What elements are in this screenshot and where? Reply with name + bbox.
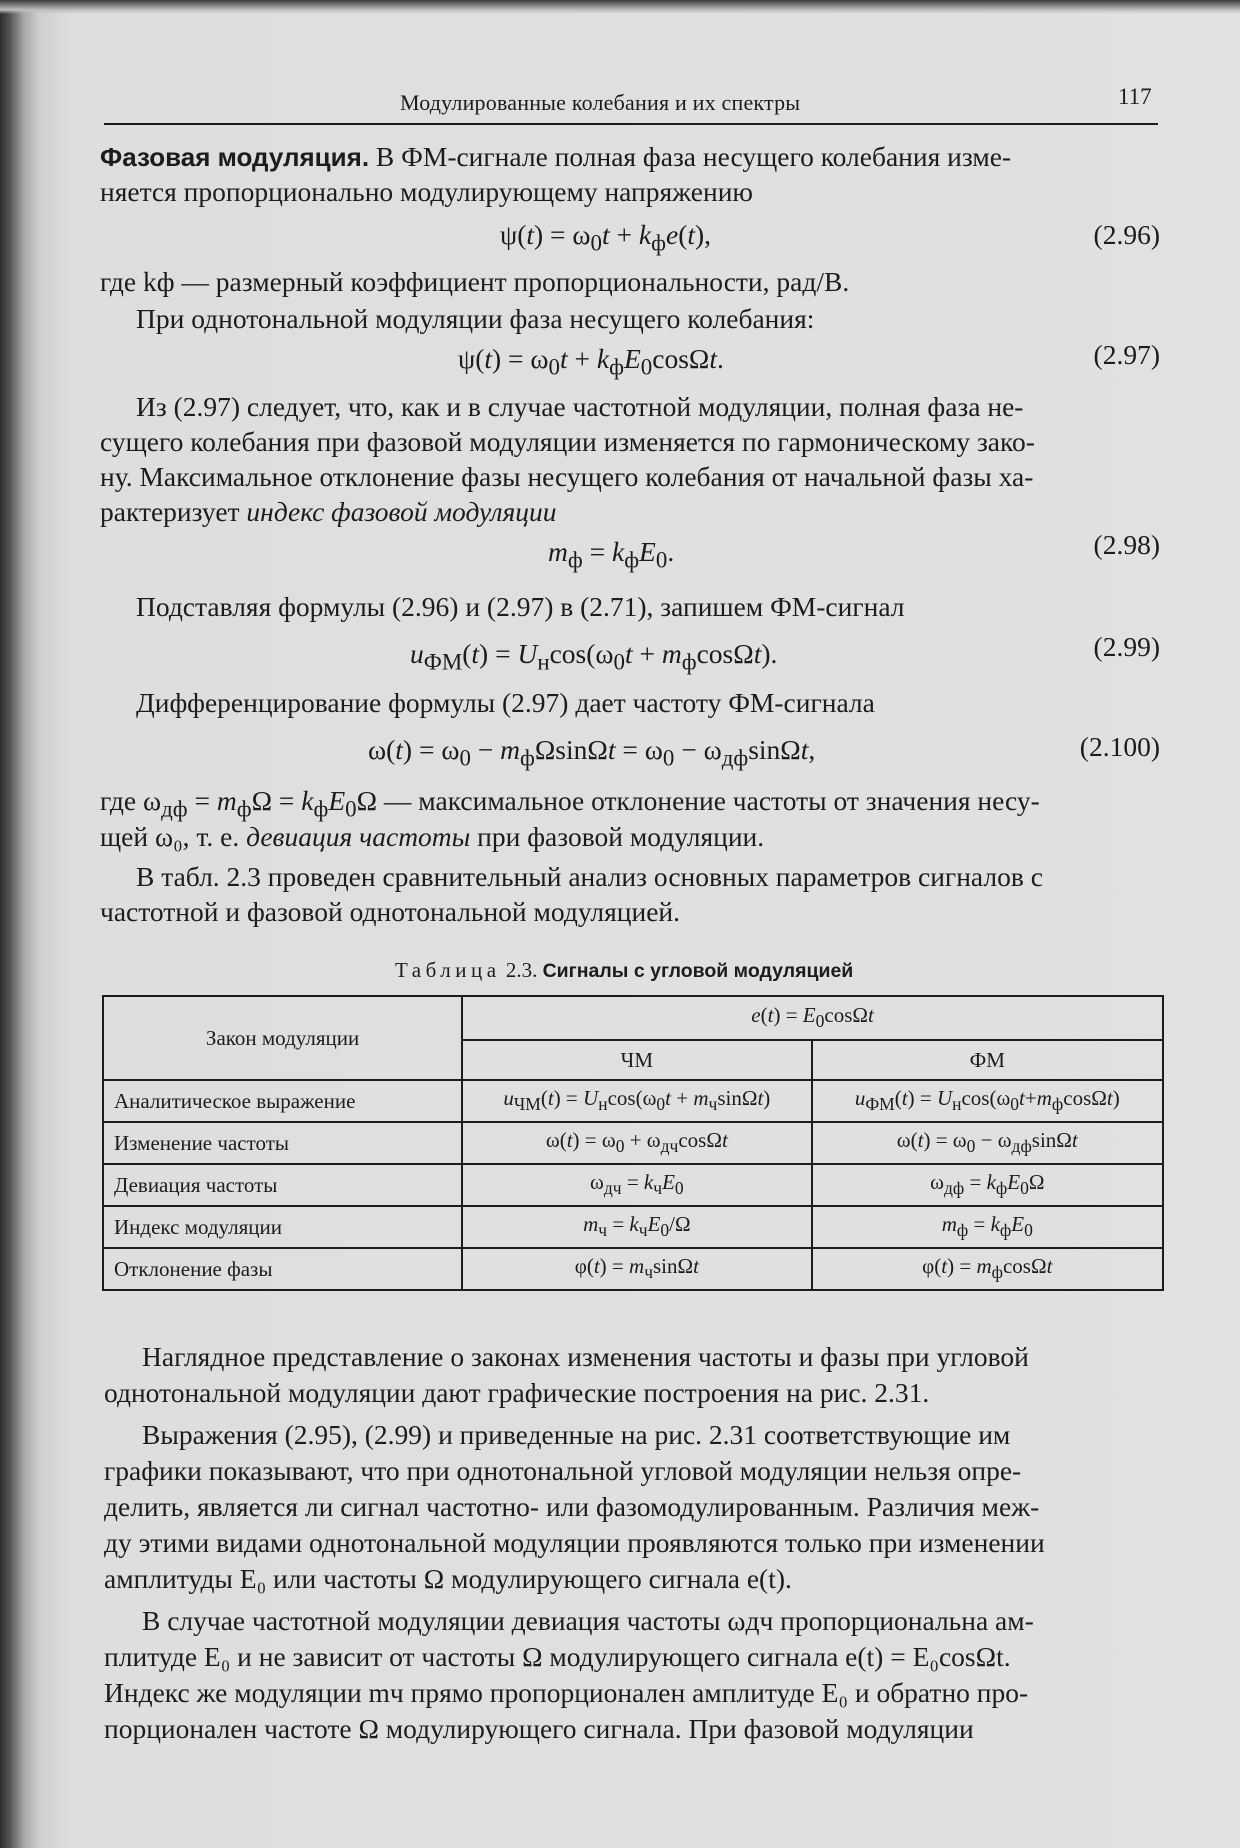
paragraph-line: ну. Максимальное отклонение фазы несущего колебания от начальной фазы ха- — [100, 461, 1034, 492]
paragraph-line: графики показывают, что при однотональной угловой модуляции нельзя опре- — [104, 1455, 1022, 1486]
header-signal: $e(t) = E_0\cos\Omega t$ — [462, 996, 1163, 1040]
paragraph-line: Выражения (2.95), (2.99) и приведенные на рис. 2.31 соответствующие им — [142, 1419, 1011, 1450]
equation-number: (2.96) — [1093, 219, 1160, 250]
header-pm: ФМ — [812, 1040, 1163, 1080]
paragraph-line — [100, 495, 1160, 530]
caption-title: Сигналы с угловой модуляцией — [542, 960, 854, 982]
kf-definition: где kф — размерный коэффициент пропорциональности, рад/В. — [100, 266, 850, 297]
paragraph-line: ду этими видами однотональной модуляции проявляются только при изменении — [104, 1527, 1045, 1558]
paragraph-line: частотной и фазовой однотональной модуляцией. — [100, 896, 681, 927]
cell-fm: $\varphi(t) = m_ч\sin\Omega t$ — [462, 1248, 811, 1290]
equation-number: (2.97) — [1093, 339, 1160, 370]
equation-number: (2.100) — [1079, 731, 1160, 762]
table-caption — [395, 958, 853, 983]
paragraph-line: плитуде E₀ и не зависит от частоты Ω модулирующего сигнала e(t) = E₀cosΩt. — [104, 1641, 1011, 1672]
header-rule — [104, 123, 1158, 125]
table-row — [103, 1080, 1163, 1122]
paragraph-line: однотональной модуляции дают графические построения на рис. 2.31. — [104, 1377, 930, 1408]
caption-prefix: Таблица — [395, 958, 501, 982]
equation-2-100: $\omega(t) = \omega_0 - m_ф\Omega\sin\Omega t = \omega_0 - \omega_{дф}\sin\Omega t$, — [368, 734, 816, 771]
cell-fm: $\omega(t) = \omega_0 + \omega_{дч}\cos\Omega t$ — [462, 1122, 811, 1164]
paragraph-line: порционален частоте Ω модулирующего сигнала. При фазовой модуляции — [104, 1713, 974, 1744]
equation-2-97: $\psi(t) = \omega_0t + k_фE_0\cos\Omega t$. — [458, 343, 724, 380]
section-intro-line-1 — [100, 140, 1160, 175]
table-row — [103, 1206, 1163, 1248]
text-span: — максимальное отклонение частоты от значения несу- — [377, 785, 1040, 816]
cell-fm: $u_{ЧМ}(t) = U_н\cos(\omega_0t + m_ч\sin\Omega t)$ — [462, 1080, 811, 1122]
section-intro-line-2: няется пропорционально модулирующему напряжению — [100, 176, 753, 207]
text-span: при фазовой модуляции. — [470, 821, 765, 852]
page-top-shadow — [0, 0, 1240, 14]
differentiate-text: Дифференцирование формулы (2.97) дает частоту ФМ-сигнала — [136, 687, 875, 718]
page-number: 117 — [1118, 84, 1152, 109]
paragraph-line: Индекс же модуляции mч прямо пропорционален амплитуде E₀ и обратно про- — [104, 1677, 1029, 1708]
text-span: щей ω₀, т. е. — [100, 821, 247, 852]
deviation-line-1: где $\omega_{дф} = m_ф\Omega = k_фE_0\Omega$ — максимальное отклонение частоты от значения несу- — [100, 785, 1040, 822]
cell-pm: $\omega_{дф} = k_фE_0\Omega$ — [812, 1164, 1163, 1206]
text-span: рактеризует — [100, 496, 247, 527]
cell-pm: $m_ф = k_фE_0$ — [812, 1206, 1163, 1248]
table-row — [103, 1164, 1163, 1206]
cell-pm: $u_{ФМ}(t) = U_н\cos(\omega_0t+m_ф\cos\Omega t)$ — [812, 1080, 1163, 1122]
paragraph-line: В табл. 2.3 проведен сравнительный анализ основных параметров сигналов с — [136, 861, 1043, 892]
paragraph-line: Наглядное представление о законах изменения частоты и фазы при угловой — [142, 1341, 1029, 1372]
substitute-text: Подставляя формулы (2.96) и (2.97) в (2.71), запишем ФМ-сигнал — [136, 591, 905, 622]
equation-2-99: $u_{ФМ}(t) = U_н\cos(\omega_0t + m_ф\cos\Omega t)$. — [410, 638, 778, 675]
paragraph-line: амплитуды E₀ или частоты Ω модулирующего сигнала e(t). — [104, 1563, 792, 1594]
header-law: Закон модуляции — [103, 996, 462, 1080]
section-title: Фазовая модуляция. — [100, 142, 370, 172]
caption-number: 2.3. — [500, 958, 543, 982]
paragraph-line: В случае частотной модуляции девиация частоты ωдч пропорциональна ам- — [142, 1605, 1034, 1636]
row-label: Девиация частоты — [103, 1164, 462, 1206]
equation-2-96: $\psi(t) = \omega_0t + k_фe(t)$, — [500, 219, 712, 256]
row-label: Изменение частоты — [103, 1122, 462, 1164]
cell-fm: $\omega_{дч} = k_чE_0$ — [462, 1164, 811, 1206]
deviation-line-2 — [100, 820, 1160, 855]
row-label: Индекс модуляции — [103, 1206, 462, 1248]
table-row — [103, 1248, 1163, 1290]
angle-modulation-table — [102, 995, 1164, 1291]
header-fm: ЧМ — [462, 1040, 811, 1080]
equation-number: (2.98) — [1093, 529, 1160, 560]
equation-2-98: $m_ф = k_фE_0$. — [548, 536, 675, 573]
cell-pm: $\omega(t) = \omega_0 - \omega_{дф}\sin\Omega t$ — [812, 1122, 1163, 1164]
cell-fm: $m_ч = k_чE_0/\Omega$ — [462, 1206, 811, 1248]
paragraph-line: сущего колебания при фазовой модуляции изменяется по гармоническому зако- — [100, 426, 1035, 457]
single-tone-text: При однотональной модуляции фаза несущего колебания: — [136, 303, 815, 334]
running-head: Модулированные колебания и их спектры — [400, 90, 801, 115]
cell-pm: $\varphi(t) = m_ф\cos\Omega t$ — [812, 1248, 1163, 1290]
term-phase-index: индекс фазовой модуляции — [246, 496, 557, 527]
term-frequency-deviation: девиация частоты — [246, 821, 471, 852]
table-row — [103, 1122, 1163, 1164]
paragraph-line: Из (2.97) следует, что, как и в случае частотной модуляции, полная фаза не- — [136, 391, 1024, 422]
row-label: Отклонение фазы — [103, 1248, 462, 1290]
equation-number: (2.99) — [1093, 631, 1160, 662]
row-label: Аналитическое выражение — [103, 1080, 462, 1122]
section-intro-text: В ФМ-сигнале полная фаза несущего колебания изме- — [369, 141, 1012, 172]
paragraph-line: делить, является ли сигнал частотно- или фазомодулированным. Различия меж- — [104, 1491, 1040, 1522]
